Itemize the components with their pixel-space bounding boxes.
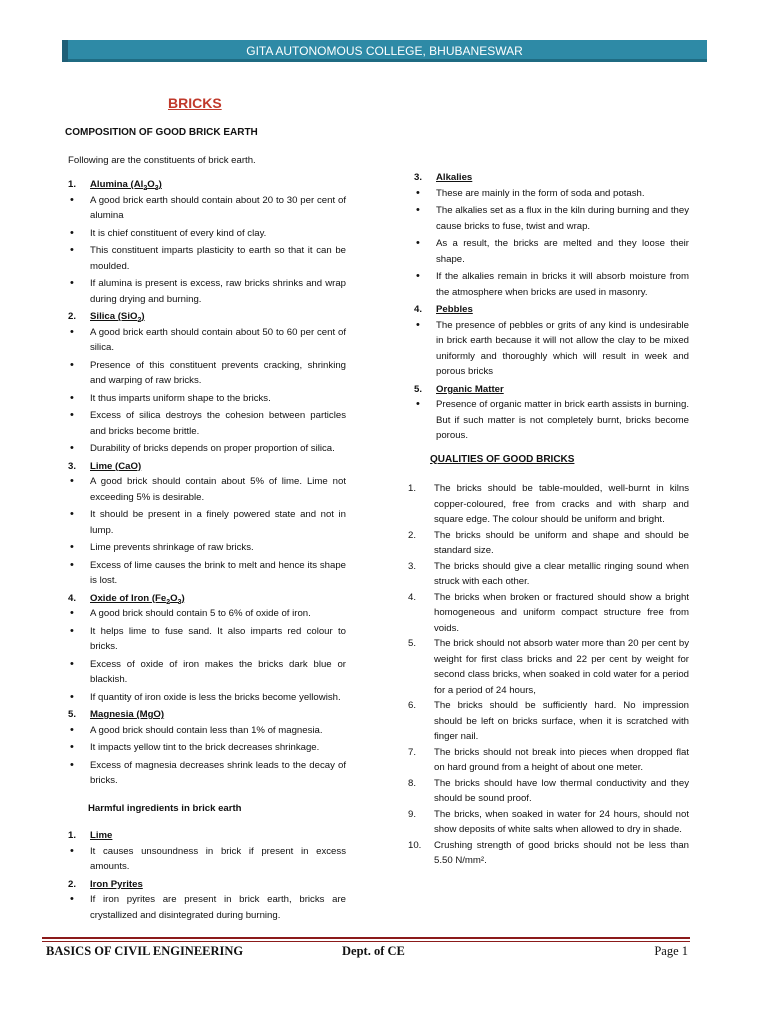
title-subscript: 2 bbox=[166, 598, 171, 606]
quality-number: 4. bbox=[408, 591, 417, 603]
title-text: Alumina (Al bbox=[90, 179, 144, 190]
footer-rule-thick bbox=[42, 937, 690, 939]
quality-text: The bricks should give a clear metallic ringing sound when struck with each other. bbox=[434, 560, 689, 587]
quality-item bbox=[408, 745, 689, 776]
bullet-point: • As a result, the bricks are melted and they loose their shape. bbox=[408, 236, 689, 267]
item-title: Pebbles bbox=[436, 304, 473, 315]
quality-item bbox=[408, 528, 689, 559]
bullet-point: • Excess of lime causes the brink to melt and hence its shape is lost. bbox=[62, 558, 346, 589]
bullet-point: • Lime prevents shrinkage of raw bricks. bbox=[62, 540, 346, 556]
title-text: Magnesia (MgO) bbox=[90, 709, 165, 720]
section-item-heading bbox=[408, 170, 689, 186]
item-title bbox=[90, 707, 164, 723]
quality-number: 6. bbox=[408, 700, 417, 711]
section-item-heading bbox=[408, 382, 689, 398]
bullet-list bbox=[62, 193, 346, 308]
section-item-heading bbox=[62, 828, 346, 844]
item-title bbox=[90, 591, 185, 607]
harmful-list bbox=[62, 828, 346, 923]
section-item-heading bbox=[62, 459, 346, 475]
quality-number: 9. bbox=[408, 808, 417, 820]
section-item-heading bbox=[62, 707, 346, 723]
bullet-point: • A good brick should contain about 5% of lime. Lime not exceeding 5% is desirable. bbox=[62, 474, 346, 505]
title-subscript: 3 bbox=[154, 184, 159, 192]
harmful-list-continued bbox=[408, 170, 689, 444]
quality-item bbox=[408, 776, 689, 807]
bullet-point: • Presence of organic matter in brick earth assists in burning. But if such matter is not completely burnt, bricks become porous. bbox=[408, 397, 689, 444]
title-text: ) bbox=[181, 592, 185, 604]
bullet-point: • A good brick earth should contain about 20 to 30 per cent of alumina bbox=[62, 193, 346, 224]
quality-number: 8. bbox=[408, 777, 417, 789]
harmful-heading: Harmful ingredients in brick earth bbox=[88, 802, 242, 814]
bullet-point: • It thus imparts uniform shape to the bricks. bbox=[62, 391, 346, 407]
item-number: 3. bbox=[414, 172, 423, 183]
bullet-list bbox=[62, 606, 346, 705]
bullet-point: • Durability of bricks depends on proper proportion of silica. bbox=[62, 441, 346, 457]
bullet-point: • A good brick should contain less than 1% of magnesia. bbox=[62, 723, 346, 739]
header-title: GITA AUTONOMOUS COLLEGE, BHUBANESWAR bbox=[246, 44, 523, 58]
document-title: BRICKS bbox=[168, 95, 222, 111]
qualities-heading: QUALITIES OF GOOD BRICKS bbox=[430, 453, 575, 465]
bullet-point: • A good brick earth should contain about 50 to 60 per cent of silica. bbox=[62, 325, 346, 356]
title-subscript: 2 bbox=[137, 316, 142, 324]
quality-text: The bricks, when soaked in water for 24 hours, should not show deposits of white salts when allowed to dry in shade. bbox=[434, 808, 689, 835]
bullet-point: • If quantity of iron oxide is less the bricks become yellowish. bbox=[62, 690, 346, 706]
quality-text: The bricks should be uniform and shape and should be standard size. bbox=[434, 529, 689, 556]
bullet-list bbox=[408, 186, 689, 301]
bullet-point: • It should be present in a finely powered state and not in lump. bbox=[62, 507, 346, 538]
section-item-heading bbox=[62, 177, 346, 193]
quality-number: 7. bbox=[408, 746, 417, 758]
item-title: Alkalies bbox=[436, 172, 473, 183]
quality-item bbox=[408, 481, 689, 528]
item-number: 4. bbox=[68, 592, 77, 604]
quality-item bbox=[408, 807, 689, 838]
bullet-point: • It helps lime to fuse sand. It also imparts red colour to bricks. bbox=[62, 624, 346, 655]
left-column bbox=[62, 125, 346, 925]
title-text: Lime (CaO) bbox=[90, 460, 142, 472]
quality-item bbox=[408, 590, 689, 637]
title-subscript: 3 bbox=[177, 598, 182, 606]
item-number: 4. bbox=[414, 304, 423, 315]
quality-number: 10. bbox=[408, 839, 422, 851]
bullet-point: • These are mainly in the form of soda and potash. bbox=[408, 186, 689, 202]
title-text: Silica (SiO bbox=[90, 311, 138, 322]
item-number: 2. bbox=[68, 311, 77, 322]
quality-item bbox=[408, 838, 689, 869]
bullet-point: • It causes unsoundness in brick if present in excess amounts. bbox=[62, 844, 346, 875]
footer-rule-thin bbox=[42, 941, 690, 942]
footer-course: BASICS OF CIVIL ENGINEERING bbox=[46, 944, 244, 958]
quality-number: 1. bbox=[408, 483, 417, 494]
constituents-list bbox=[62, 177, 346, 789]
quality-text: The bricks should have low thermal conductivity and they should be sound proof. bbox=[434, 777, 689, 804]
bullet-point: • Excess of magnesia decreases shrink leads to the decay of bricks. bbox=[62, 758, 346, 789]
item-number: 2. bbox=[68, 878, 77, 890]
quality-text: The bricks should be sufficiently hard. No impression should be left on bricks surface, when it is scratched with finger nail. bbox=[434, 700, 689, 742]
quality-text: The brick should not absorb water more than 20 per cent by weight for first class bricks and 22 per cent by weight for second class bricks, when soaked in cold water for a period for a period of 24 hours, bbox=[434, 638, 689, 696]
bullet-point: • If the alkalies remain in bricks it will absorb moisture from the atmosphere when bricks are used in masonry. bbox=[408, 269, 689, 300]
title-text: ) bbox=[158, 179, 162, 190]
section-item-heading bbox=[62, 591, 346, 607]
item-title bbox=[90, 177, 162, 193]
quality-number: 2. bbox=[408, 529, 417, 541]
section-item-heading bbox=[408, 302, 689, 318]
composition-heading: COMPOSITION OF GOOD BRICK EARTH bbox=[65, 127, 258, 138]
title-text: Oxide of Iron (Fe bbox=[90, 592, 167, 604]
item-title bbox=[90, 459, 141, 475]
composition-intro: Following are the constituents of brick earth. bbox=[68, 154, 256, 166]
bullet-list bbox=[62, 474, 346, 589]
bullet-point: • A good brick should contain 5 to 6% of oxide of iron. bbox=[62, 606, 346, 622]
section-item-heading bbox=[62, 877, 346, 893]
item-title bbox=[90, 309, 145, 325]
item-title: Lime bbox=[90, 830, 113, 841]
bullet-list bbox=[408, 318, 689, 380]
bullet-point: • If iron pyrites are present in brick earth, bricks are crystallized and disintegrated during burning. bbox=[62, 892, 346, 923]
title-text: O bbox=[147, 179, 155, 190]
qualities-list bbox=[408, 481, 689, 869]
bullet-list bbox=[408, 397, 689, 444]
bullet-point: • Presence of this constituent prevents cracking, shrinking and warping of raw bricks. bbox=[62, 358, 346, 389]
section-item-heading bbox=[62, 309, 346, 325]
bullet-list bbox=[62, 844, 346, 875]
item-title: Organic Matter bbox=[436, 383, 504, 395]
title-text: ) bbox=[141, 311, 145, 322]
item-number: 5. bbox=[414, 383, 423, 395]
quality-item bbox=[408, 698, 689, 745]
item-number: 1. bbox=[68, 179, 77, 190]
bullet-list bbox=[62, 892, 346, 923]
quality-number: 5. bbox=[408, 638, 417, 649]
item-title: Iron Pyrites bbox=[90, 878, 143, 890]
quality-number: 3. bbox=[408, 560, 417, 572]
right-column bbox=[408, 170, 689, 869]
bullet-point: • The presence of pebbles or grits of any kind is undesirable in brick earth because it will not allow the clay to be mixed uniformly and thoroughly which will result in week and porous bricks bbox=[408, 318, 689, 380]
bullet-list bbox=[62, 325, 346, 457]
bullet-point: • This constituent imparts plasticity to earth so that it can be moulded. bbox=[62, 243, 346, 274]
footer-page-number: Page 1 bbox=[654, 944, 688, 958]
bullet-point: • Excess of oxide of iron makes the bricks dark blue or blackish. bbox=[62, 657, 346, 688]
item-number: 5. bbox=[68, 709, 77, 720]
item-number: 3. bbox=[68, 460, 77, 472]
quality-item bbox=[408, 636, 689, 698]
bullet-point: • If alumina is present is excess, raw bricks shrinks and wrap during drying and burning. bbox=[62, 276, 346, 307]
title-subscript: 2 bbox=[143, 184, 148, 192]
bullet-point: • Excess of silica destroys the cohesion between particles and bricks become brittle. bbox=[62, 408, 346, 439]
quality-text: The bricks should not break into pieces when dropped flat on hard ground from a height of about one meter. bbox=[434, 746, 689, 773]
bullet-list bbox=[62, 723, 346, 789]
bullet-point: • It impacts yellow tint to the brick decreases shrinkage. bbox=[62, 740, 346, 756]
item-number: 1. bbox=[68, 830, 77, 841]
bullet-point: • The alkalies set as a flux in the kiln during burning and they cause bricks to fuse, twist and wrap. bbox=[408, 203, 689, 234]
title-text: O bbox=[170, 592, 178, 604]
footer-department: Dept. of CE bbox=[342, 944, 405, 958]
quality-text: Crushing strength of good bricks should not be less than 5.50 N/mm². bbox=[434, 839, 689, 866]
quality-item bbox=[408, 559, 689, 590]
quality-text: The bricks should be table-moulded, well-burnt in kilns copper-coloured, free from cracks and with sharp and square edge. The colour should be uniform and bright. bbox=[434, 483, 689, 525]
quality-text: The bricks when broken or fractured should show a bright homogeneous and uniform compact structure free from voids. bbox=[434, 591, 689, 634]
bullet-point: • It is chief constituent of every kind of clay. bbox=[62, 226, 346, 242]
